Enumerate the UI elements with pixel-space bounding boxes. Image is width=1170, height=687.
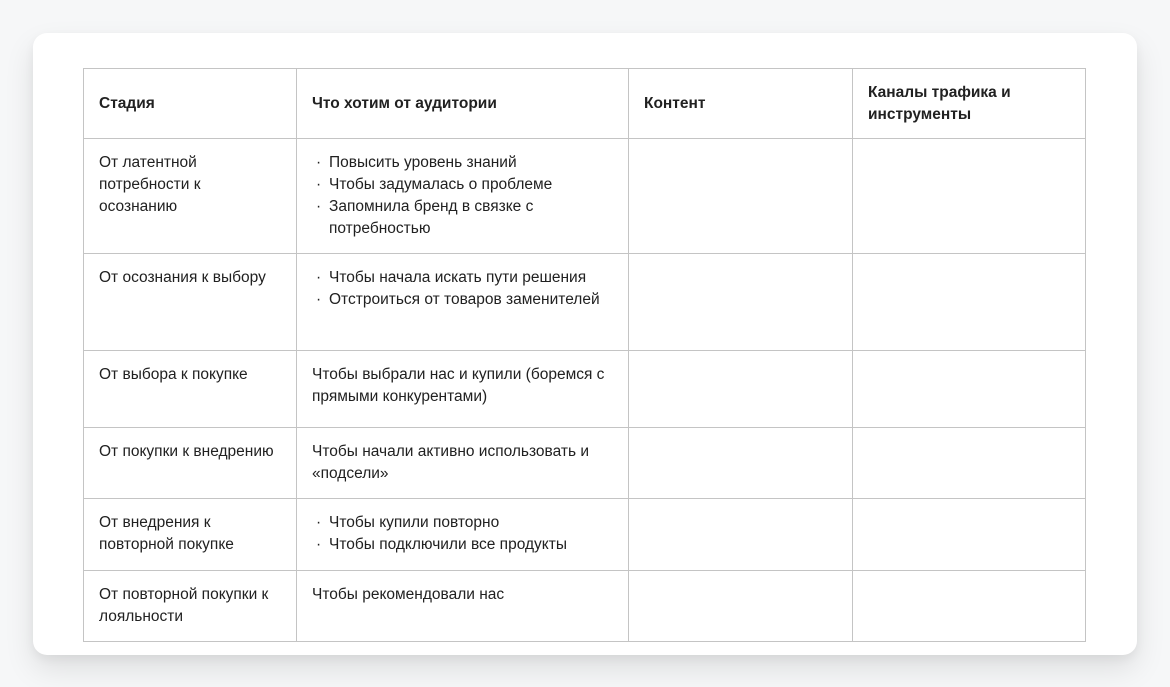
bullet-item xyxy=(312,267,613,289)
cell-channels xyxy=(853,571,1086,642)
bullet-item xyxy=(312,152,613,174)
table-header-row xyxy=(84,69,1086,139)
bullet-text: Чтобы задумалась о проблеме xyxy=(329,176,553,193)
cell-channels xyxy=(853,254,1086,351)
cell-content xyxy=(629,428,853,499)
bullet-text: Отстроиться от товаров заменителей xyxy=(329,291,600,308)
cell-stage: От повторной покупки к лояльности xyxy=(84,571,297,642)
cell-stage: От выбора к покупке xyxy=(84,351,297,428)
cell-stage: От внедрения к повторной покупке xyxy=(84,499,297,571)
cell-stage: От покупки к внедрению xyxy=(84,428,297,499)
cell-audience-goals: Чтобы выбрали нас и купили (боремся с прямыми конкурентами) xyxy=(297,351,629,428)
table-row xyxy=(84,254,1086,351)
cell-stage: От осознания к выбору xyxy=(84,254,297,351)
cell-channels xyxy=(853,351,1086,428)
marketing-funnel-table xyxy=(83,68,1086,642)
bullet-item xyxy=(312,289,613,311)
header-cell-channels: Каналы трафика и инструменты xyxy=(853,69,1086,139)
cell-channels xyxy=(853,428,1086,499)
cell-content xyxy=(629,499,853,571)
bullet-text: Запомнила бренд в связке с потребностью xyxy=(329,198,534,237)
header-cell-stage: Стадия xyxy=(84,69,297,139)
cell-content xyxy=(629,139,853,254)
bullet-dot-icon: · xyxy=(316,198,322,215)
cell-stage: От латентной потребности к осознанию xyxy=(84,139,297,254)
cell-audience-goals: Чтобы рекомендовали нас xyxy=(297,571,629,642)
bullet-text: Чтобы подключили все продукты xyxy=(329,536,567,553)
cell-audience-goals: Чтобы начали активно использовать и «подсели» xyxy=(297,428,629,499)
cell-audience-goals xyxy=(297,499,629,571)
cell-channels xyxy=(853,499,1086,571)
bullet-dot-icon: · xyxy=(316,269,322,286)
bullet-item xyxy=(312,174,613,196)
cell-content xyxy=(629,571,853,642)
cell-content xyxy=(629,254,853,351)
cell-content xyxy=(629,351,853,428)
table-row xyxy=(84,499,1086,571)
bullet-dot-icon: · xyxy=(316,514,322,531)
cell-channels xyxy=(853,139,1086,254)
card xyxy=(33,33,1137,655)
table-row xyxy=(84,351,1086,428)
header-cell-content: Контент xyxy=(629,69,853,139)
cell-audience-goals xyxy=(297,254,629,351)
header-cell-audience: Что хотим от аудитории xyxy=(297,69,629,139)
bullet-item xyxy=(312,534,613,556)
cell-audience-goals xyxy=(297,139,629,254)
bullet-item xyxy=(312,196,613,240)
bullet-dot-icon: · xyxy=(316,536,322,553)
table-row xyxy=(84,139,1086,254)
bullet-dot-icon: · xyxy=(316,154,322,171)
bullet-item xyxy=(312,512,613,534)
bullet-dot-icon: · xyxy=(316,291,322,308)
bullet-text: Повысить уровень знаний xyxy=(329,154,517,171)
table-row xyxy=(84,571,1086,642)
bullet-text: Чтобы начала искать пути решения xyxy=(329,269,587,286)
bullet-dot-icon: · xyxy=(316,176,322,193)
bullet-text: Чтобы купили повторно xyxy=(329,514,500,531)
table-row xyxy=(84,428,1086,499)
